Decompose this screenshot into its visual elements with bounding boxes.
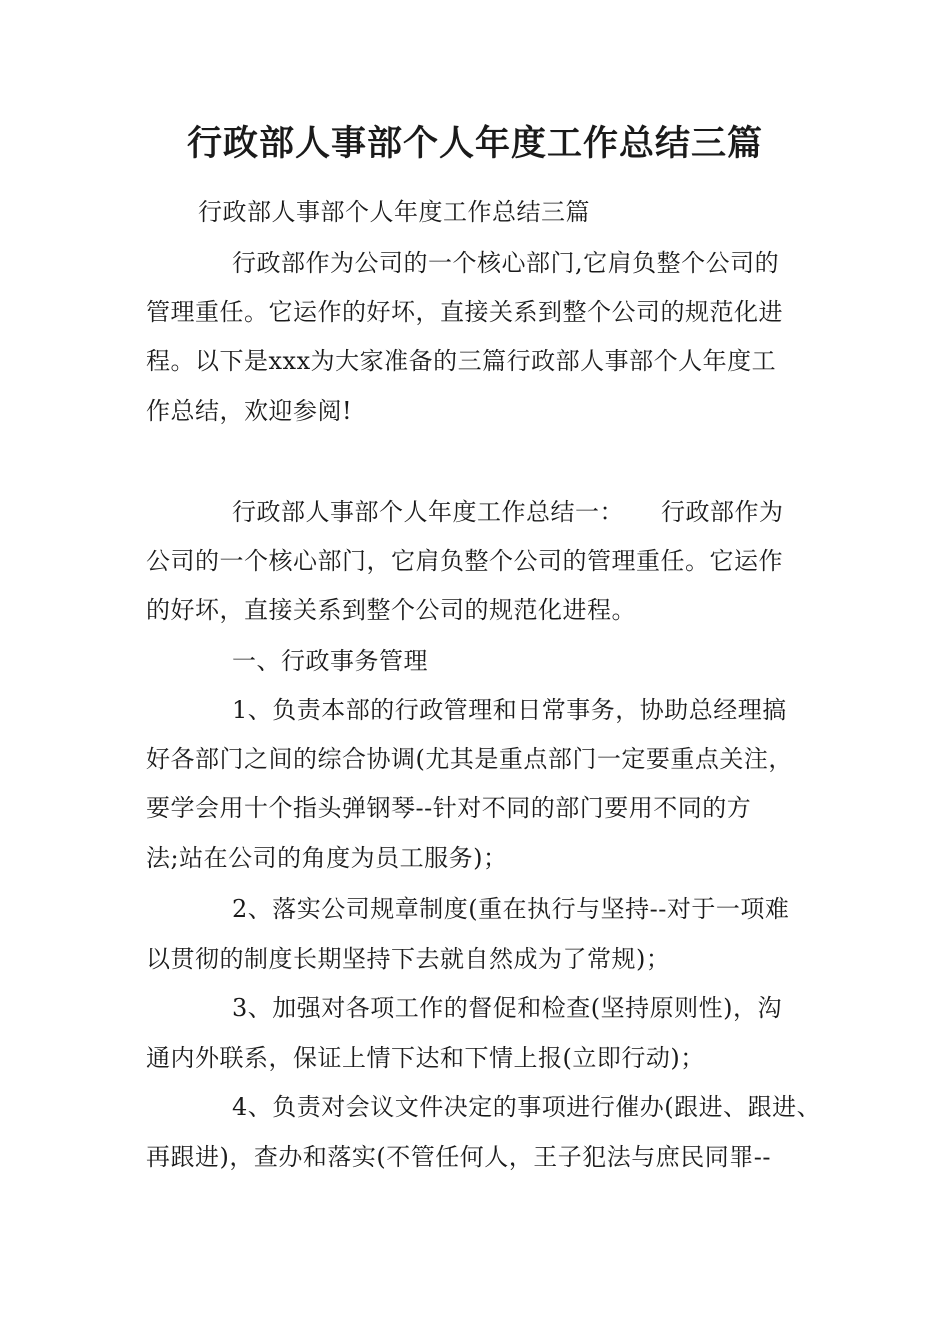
- part-one-line: 行政部人事部个人年度工作总结一： 行政部作为: [232, 498, 784, 526]
- item-line: 好各部门之间的综合协调(尤其是重点部门一定要重点关注，: [146, 745, 793, 773]
- item-line: 1、负责本部的行政管理和日常事务，协助总经理搞: [232, 696, 787, 724]
- intro-line: 作总结，欢迎参阅!: [146, 397, 353, 425]
- intro-line: 程。以下是xxx为大家准备的三篇行政部人事部个人年度工: [146, 347, 777, 375]
- document-subtitle: 行政部人事部个人年度工作总结三篇: [198, 198, 590, 226]
- item-line: 要学会用十个指头弹钢琴--针对不同的部门要用不同的方: [146, 794, 752, 822]
- document-title: 行政部人事部个人年度工作总结三篇: [186, 123, 763, 164]
- part-one-line: 的好坏，直接关系到整个公司的规范化进程。: [146, 596, 636, 624]
- intro-line: 行政部作为公司的一个核心部门,它肩负整个公司的: [232, 249, 780, 277]
- item-line: 通内外联系，保证上情下达和下情上报(立即行动)；: [146, 1044, 705, 1072]
- item-line: 4、负责对会议文件决定的事项进行催办(跟进、跟进、: [232, 1093, 822, 1121]
- item-line: 2、落实公司规章制度(重在执行与坚持--对于一项难: [232, 895, 790, 923]
- item-line: 3、加强对各项工作的督促和检查(坚持原则性)，沟: [232, 994, 782, 1022]
- intro-line: 管理重任。它运作的好坏，直接关系到整个公司的规范化进: [146, 298, 783, 326]
- part-one-line: 公司的一个核心部门，它肩负整个公司的管理重任。它运作: [146, 547, 783, 575]
- section-heading: 一、行政事务管理: [232, 647, 428, 675]
- item-line: 以贯彻的制度长期坚持下去就自然成为了常规)；: [146, 945, 671, 973]
- item-line: 法;站在公司的角度为员工服务)；: [146, 844, 508, 872]
- item-line: 再跟进)，查办和落实(不管任何人，王子犯法与庶民同罪--: [146, 1143, 771, 1171]
